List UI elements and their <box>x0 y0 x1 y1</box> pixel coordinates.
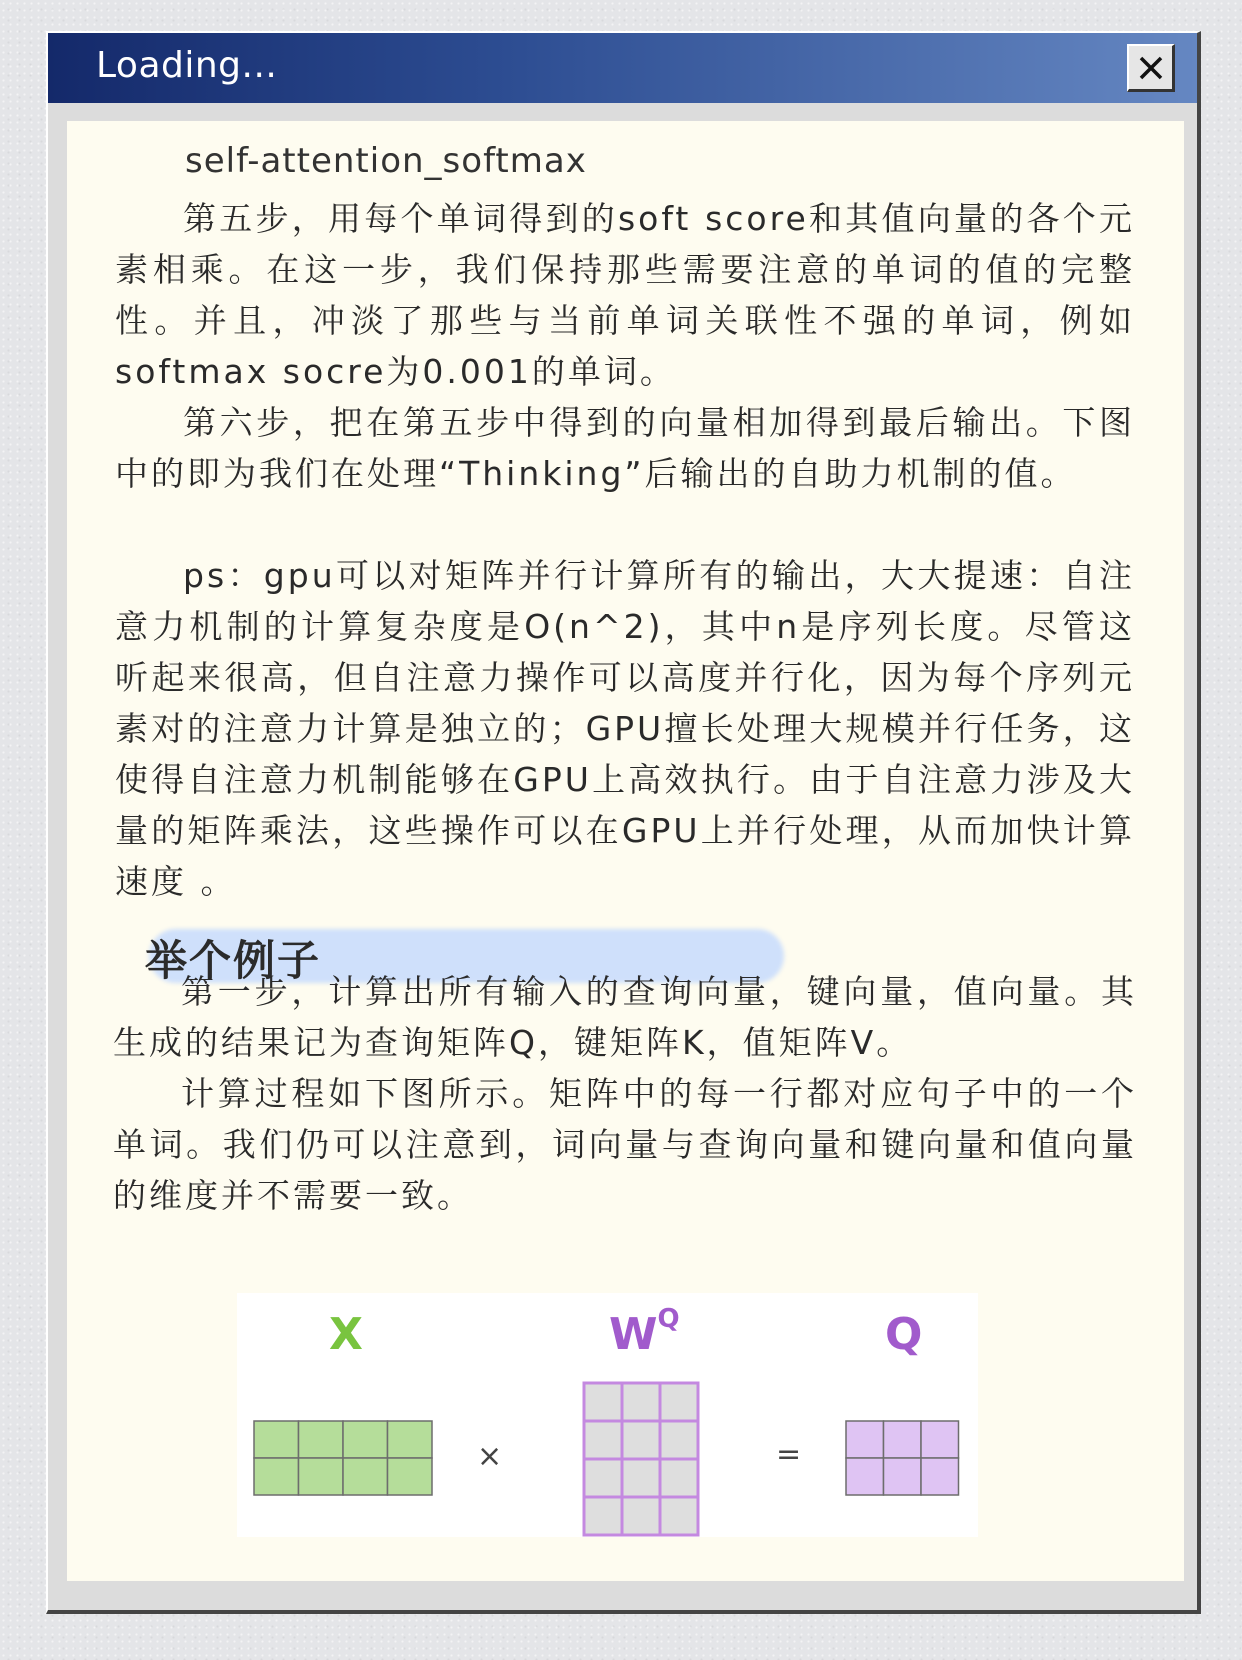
matrix-x-cell <box>254 1458 299 1495</box>
section-heading-label: 举个例子 <box>145 936 322 985</box>
matrix-wq-cell <box>622 1421 660 1459</box>
close-icon <box>1138 55 1164 81</box>
paragraph-gpu-note: ps：gpu可以对矩阵并行计算所有的输出，大大提速：自注意力机制的计算复杂度是O(n^2)，其中n是序列长度。尽管这听起来很高，但自注意力操作可以高度并行化，因为每个序列元素对的注意力计算是独立的；GPU擅长处理大规模并行任务，这使得自注意力机制能够在GPU上高效执行。由于自注意力涉及大量的矩阵乘法，这些操作可以在GPU上并行处理，从而加快计算速度 。 <box>115 556 1135 901</box>
matrix-q-cell <box>846 1458 884 1495</box>
matrix-wq-cell <box>622 1459 660 1497</box>
equals-sign: = <box>776 1437 802 1472</box>
matrix-x-label: X <box>329 1309 363 1360</box>
matrix-q-cell <box>846 1421 884 1458</box>
paragraph-step5: 第五步，用每个单词得到的soft score和其值向量的各个元素相乘。在这一步，我们保持那些需要注意的单词的值的完整性。并且，冲淡了那些与当前单词关联性不强的单词，例如softmax socre为0.001的单词。 <box>115 199 1135 391</box>
matrix-wq-cell <box>584 1383 622 1421</box>
matrix-x-cell <box>388 1458 433 1495</box>
matrix-wq-cell <box>660 1459 698 1497</box>
paragraph-example-process: 计算过程如下图所示。矩阵中的每一行都对应句子中的一个单词。我们仍可以注意到，词向量与查询向量和键向量和值向量的维度并不需要一致。 <box>113 1074 1137 1215</box>
close-button[interactable] <box>1127 44 1175 92</box>
matrix-q-cell <box>921 1458 959 1495</box>
matrix-x-cell <box>299 1421 344 1458</box>
paragraph-example-step1: 第一步，计算出所有输入的查询向量，键向量，值向量。其生成的结果记为查询矩阵Q，键矩阵K，值矩阵V。 <box>113 972 1137 1062</box>
matrix-x-cell <box>343 1421 388 1458</box>
matrix-wq-label-sup: Q <box>657 1304 680 1335</box>
matrix-wq-cell <box>660 1497 698 1535</box>
paragraph-step6: 第六步，把在第五步中得到的向量相加得到最后输出。下图中的即为我们在处理“Thinking”后输出的自助力机制的值。 <box>115 403 1135 493</box>
matrix-x-cell <box>388 1421 433 1458</box>
matrix-x-cell <box>343 1458 388 1495</box>
matrix-wq-cell <box>584 1421 622 1459</box>
content-panel <box>67 121 1184 1581</box>
subheading: self-attention_softmax <box>185 141 587 181</box>
matrix-x-cell <box>254 1421 299 1458</box>
matrix-wq-cell <box>660 1383 698 1421</box>
matrix-q-cell <box>884 1421 922 1458</box>
matrix-figure <box>237 1293 978 1537</box>
title-bar[interactable] <box>48 33 1197 103</box>
matrix-wq-cell <box>584 1459 622 1497</box>
matrix-wq-cell <box>584 1497 622 1535</box>
matrix-wq-cell <box>622 1383 660 1421</box>
matrix-q-label: Q <box>885 1309 923 1360</box>
matrix-x-cell <box>299 1458 344 1495</box>
matrix-q-cell <box>921 1421 959 1458</box>
matrix-wq-cell <box>660 1421 698 1459</box>
dialog-window <box>46 31 1201 1614</box>
matrix-q-cell <box>884 1458 922 1495</box>
times-sign: × <box>477 1439 503 1474</box>
matrix-wq-cell <box>622 1497 660 1535</box>
matrix-wq-label-base: W <box>609 1309 658 1360</box>
matrix-grids <box>237 1293 978 1537</box>
window-title: Loading... <box>96 45 278 86</box>
